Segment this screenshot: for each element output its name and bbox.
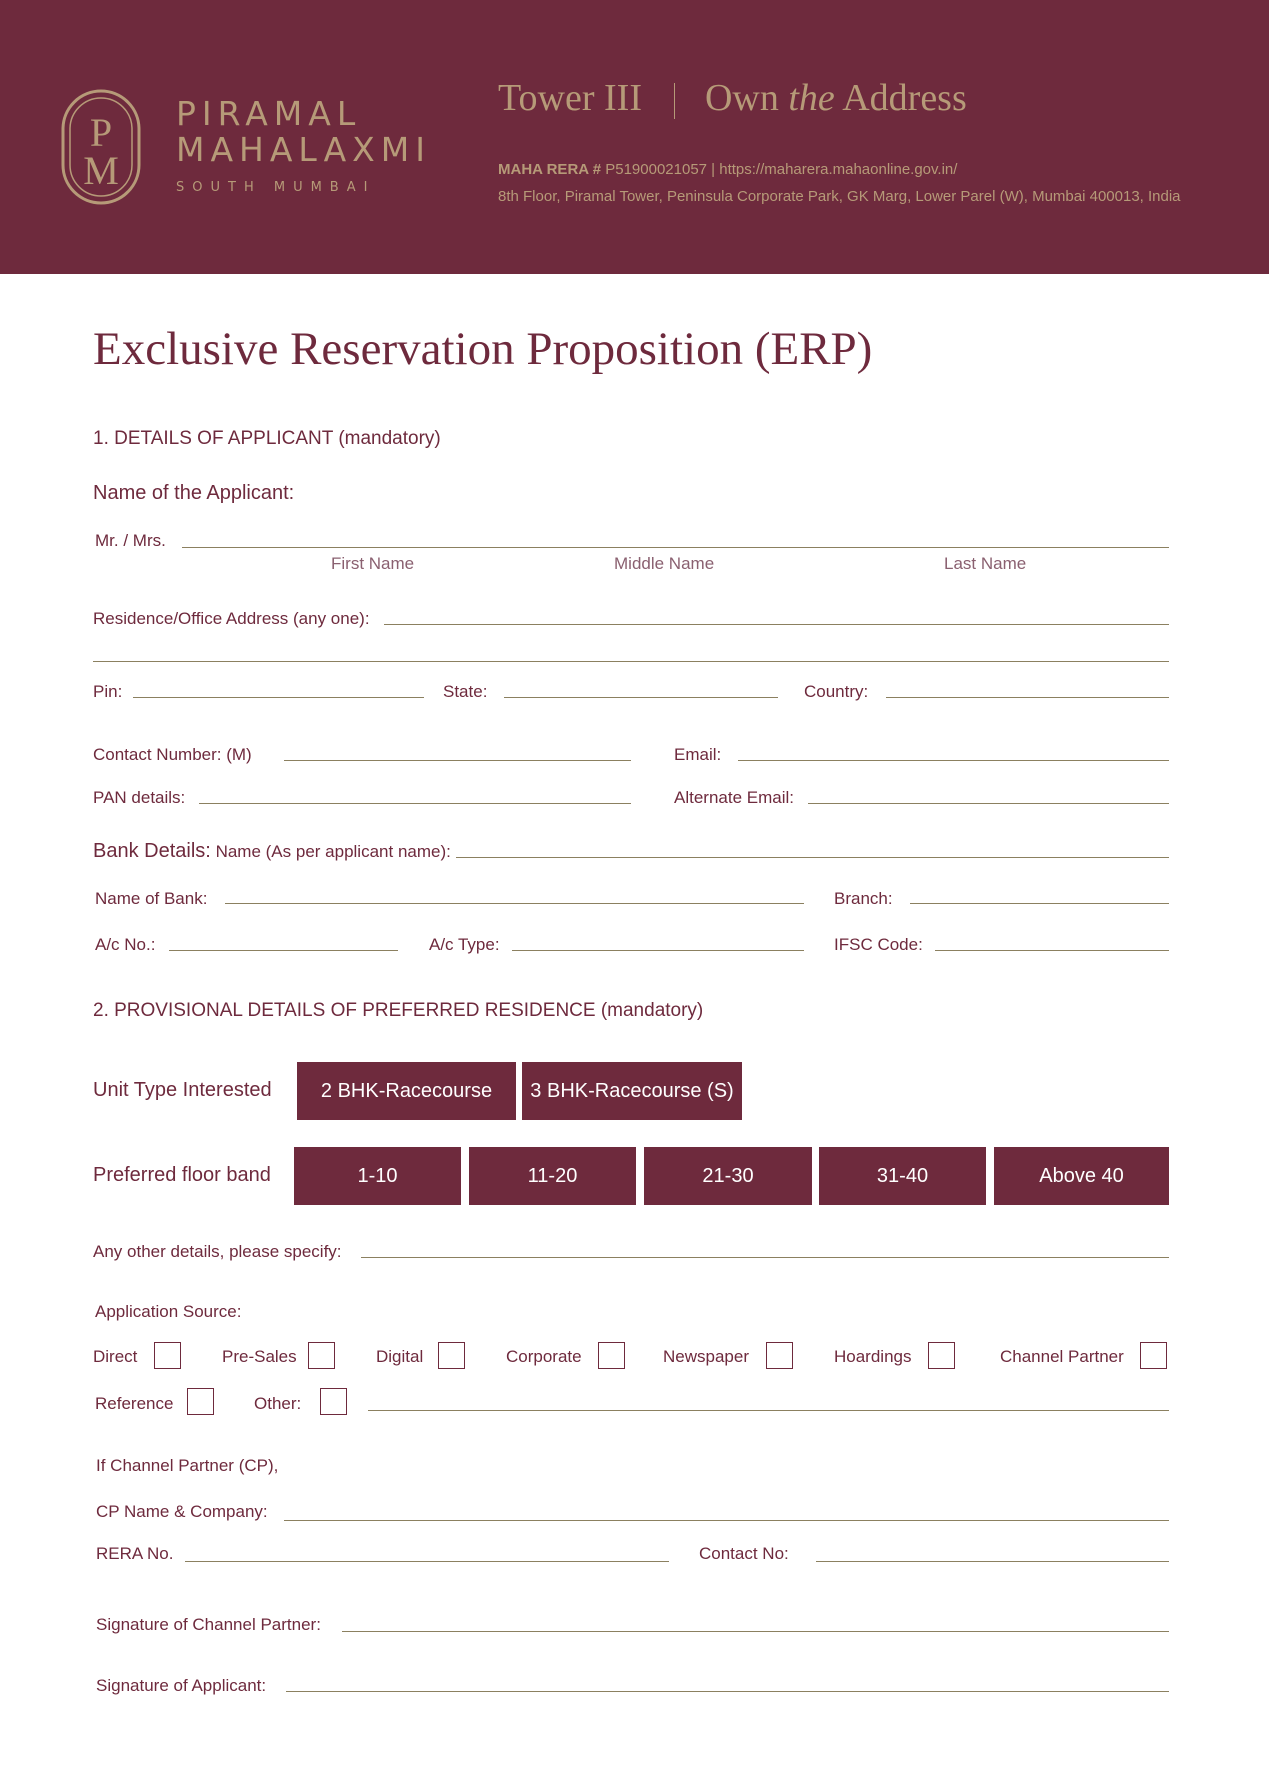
middle-name-caption: Middle Name (614, 554, 715, 573)
section-1-heading: 1. DETAILS OF APPLICANT (mandatory) (93, 428, 441, 449)
source-corporate-label: Corporate (506, 1347, 582, 1366)
address-field-line-2[interactable] (93, 661, 1169, 662)
contact-field[interactable] (284, 760, 631, 761)
floor-band-above-40-option[interactable]: Above 40 (994, 1147, 1169, 1205)
applicant-name-label: Name of the Applicant: (93, 482, 295, 504)
brand-line-1: PIRAMAL (176, 94, 362, 133)
last-name-caption: Last Name (944, 554, 1027, 573)
svg-text:P: P (89, 110, 113, 155)
header-banner (0, 0, 1269, 274)
other-details-label: Any other details, please specify: (93, 1242, 342, 1261)
bank-account-name-field[interactable] (456, 857, 1169, 858)
signature-applicant-field[interactable] (286, 1691, 1169, 1692)
source-hoardings-checkbox[interactable] (928, 1342, 955, 1369)
alt-email-label: Alternate Email: (674, 788, 794, 807)
source-hoardings-label: Hoardings (834, 1347, 912, 1366)
source-channel-partner-label: Channel Partner (1000, 1347, 1124, 1366)
brand-wordmark (176, 96, 431, 195)
address-label: Residence/Office Address (any one): (93, 609, 370, 628)
source-reference-checkbox[interactable] (187, 1388, 214, 1415)
bank-name-as-label: Name (As per applicant name): (215, 842, 451, 861)
brand-line-2: MAHALAXMI (176, 130, 431, 169)
pin-field[interactable] (133, 697, 424, 698)
alt-email-field[interactable] (808, 803, 1169, 804)
source-digital-checkbox[interactable] (438, 1342, 465, 1369)
source-corporate-checkbox[interactable] (598, 1342, 625, 1369)
source-reference-label: Reference (95, 1394, 174, 1413)
rera-no-field[interactable] (185, 1561, 669, 1562)
source-channel-partner-checkbox[interactable] (1140, 1342, 1167, 1369)
country-label: Country: (804, 682, 869, 701)
source-other-field[interactable] (368, 1410, 1169, 1411)
unit-type-3bhk-option[interactable]: 3 BHK-Racecourse (S) (522, 1062, 742, 1120)
contact-label: Contact Number: (M) (93, 745, 252, 764)
address-field[interactable] (384, 624, 1169, 625)
pan-label: PAN details: (93, 788, 186, 807)
bank-details-heading: Bank Details: (93, 840, 211, 862)
state-field[interactable] (504, 697, 778, 698)
rera-label: MAHA RERA # (498, 161, 602, 178)
source-newspaper-label: Newspaper (663, 1347, 749, 1366)
state-label: State: (443, 682, 488, 701)
office-address: 8th Floor, Piramal Tower, Peninsula Corporate Park, GK Marg, Lower Parel (W), Mumbai 400013, India (498, 188, 1181, 205)
cp-name-label: CP Name & Company: (96, 1502, 268, 1521)
pan-field[interactable] (199, 803, 631, 804)
signature-cp-label: Signature of Channel Partner: (96, 1615, 321, 1634)
ifsc-field[interactable] (935, 950, 1169, 951)
brand-line-3: SOUTH MUMBAI (176, 180, 376, 195)
piramal-monogram-logo (60, 88, 142, 206)
application-source-label: Application Source: (95, 1302, 242, 1321)
floor-band-11-20-option[interactable]: 11-20 (469, 1147, 636, 1205)
floor-band-1-10-option[interactable]: 1-10 (294, 1147, 461, 1205)
salutation-label: Mr. / Mrs. (95, 531, 166, 550)
cp-contact-label: Contact No: (699, 1544, 789, 1563)
other-details-field[interactable] (361, 1257, 1169, 1258)
tag-italic: the (788, 77, 835, 119)
tag-pre: Own (704, 77, 789, 119)
source-other-checkbox[interactable] (320, 1388, 347, 1415)
tower-label: Tower III (498, 77, 642, 119)
source-presales-checkbox[interactable] (308, 1342, 335, 1369)
floor-band-31-40-option[interactable]: 31-40 (819, 1147, 986, 1205)
bank-name-label: Name of Bank: (95, 889, 208, 908)
first-name-caption: First Name (331, 554, 415, 573)
branch-label: Branch: (834, 889, 893, 908)
cp-name-field[interactable] (284, 1520, 1169, 1521)
applicant-name-field[interactable] (182, 547, 1169, 548)
floor-band-21-30-option[interactable]: 21-30 (644, 1147, 812, 1205)
section-2-heading: 2. PROVISIONAL DETAILS OF PREFERRED RESIDENCE (mandatory) (93, 1000, 704, 1021)
ifsc-label: IFSC Code: (834, 935, 923, 954)
email-field[interactable] (738, 760, 1169, 761)
pin-label: Pin: (93, 682, 123, 701)
unit-type-label: Unit Type Interested (93, 1079, 272, 1101)
tagline (498, 76, 967, 120)
rera-value: P51900021057 | https://maharera.mahaonline.gov.in/ (601, 161, 958, 178)
source-presales-label: Pre-Sales (222, 1347, 297, 1366)
rera-line (498, 161, 957, 178)
svg-text:M: M (83, 148, 119, 193)
ac-type-label: A/c Type: (429, 935, 500, 954)
ac-type-field[interactable] (512, 950, 804, 951)
source-direct-checkbox[interactable] (154, 1342, 181, 1369)
country-field[interactable] (886, 697, 1169, 698)
email-label: Email: (674, 745, 722, 764)
floor-band-label: Preferred floor band (93, 1164, 271, 1186)
source-other-label: Other: (254, 1394, 302, 1413)
bank-name-field[interactable] (225, 903, 804, 904)
source-direct-label: Direct (93, 1347, 138, 1366)
tagline-divider (674, 83, 675, 119)
source-newspaper-checkbox[interactable] (766, 1342, 793, 1369)
page-title: Exclusive Reservation Proposition (ERP) (93, 323, 873, 375)
ac-no-field[interactable] (169, 950, 398, 951)
tag-post: Address (834, 77, 967, 119)
bank-details-label (93, 840, 451, 863)
ac-no-label: A/c No.: (95, 935, 156, 954)
cp-heading: If Channel Partner (CP), (96, 1456, 279, 1475)
signature-applicant-label: Signature of Applicant: (96, 1676, 267, 1695)
cp-contact-field[interactable] (816, 1561, 1169, 1562)
unit-type-2bhk-option[interactable]: 2 BHK-Racecourse (297, 1062, 516, 1120)
rera-no-label: RERA No. (96, 1544, 174, 1563)
signature-cp-field[interactable] (342, 1631, 1169, 1632)
branch-field[interactable] (910, 903, 1169, 904)
source-digital-label: Digital (376, 1347, 424, 1366)
